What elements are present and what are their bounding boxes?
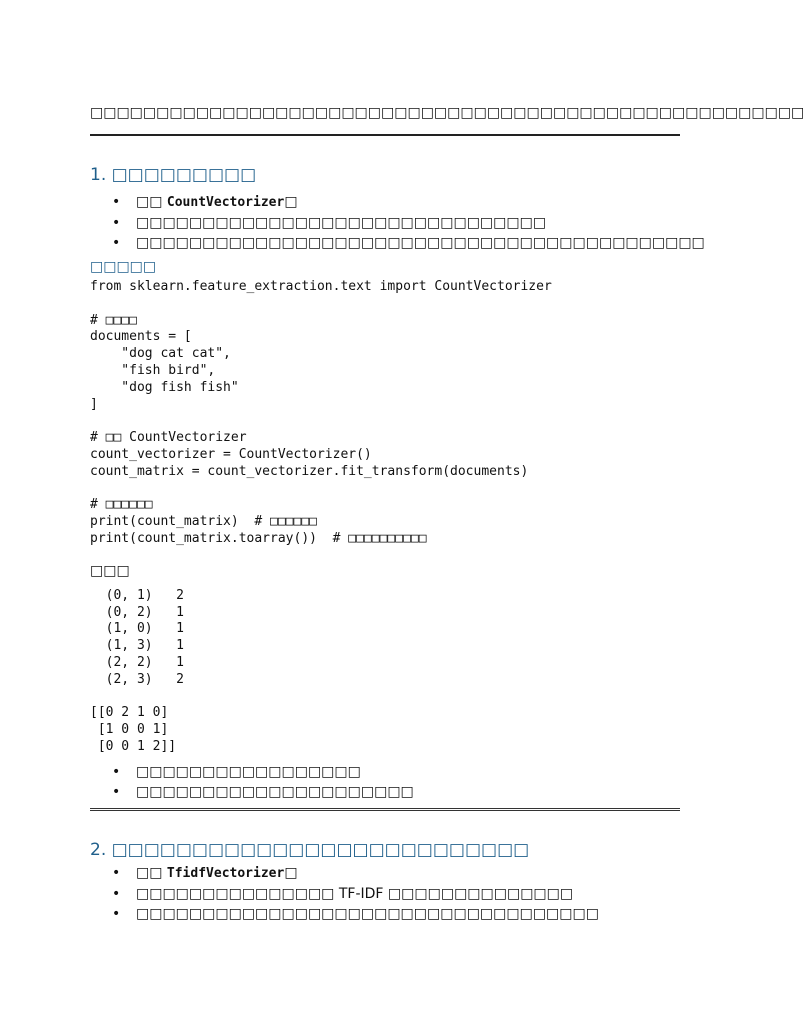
document-content [90,104,804,924]
output-label: □□□ [90,562,130,579]
list-item [90,863,680,884]
section-divider [90,808,680,811]
code-block: from sklearn.feature_extraction.text import CountVectorizer # □□□□ documents = [ "dog cat cat", "fish bird", "dog fish fish" ] # □□ CountVectorizer count_vectorizer = CountVectorizer() count_matrix = count_vectorizer.fit_transform(documents) # □□□□□□ print(count_matrix) # □□□□□□ print(count_matrix.toarray()) # □□□□□□□□□□ [90,279,552,546]
bullet-text: □ [284,864,298,881]
bullet-text: □ [284,194,298,210]
list-item: • □□□□□□□□□□□□□□□□□□□□□□□□□□□□□□□ [90,213,680,233]
section-2-bullets [90,863,680,924]
bullet-text: □□ [136,864,167,881]
bullet-text: □□ [136,194,167,210]
section-divider [90,134,680,136]
section-1-bullets [90,192,705,253]
output-block: (0, 1) 2 (0, 2) 1 (1, 0) 1 (1, 3) 1 (2, 2) 1 (2, 3) 2 [[0 2 1 0] [1 0 0 1] [0 0 1 2]] [90,587,184,754]
intro-paragraph: □□□□□□□□□□□□□□□□□□□□□□□□□□□□□□□□□□□□□□□□□□□□□□□□□□□□□□ [90,105,804,121]
inline-code: TfidfVectorizer [166,865,285,881]
section-1-post-bullets [90,762,680,802]
list-item: • □□□□□□□□□□□□□□□ TF-IDF □□□□□□□□□□□□□□ [90,884,680,904]
section-1-heading: 1. □□□□□□□□□ [90,165,257,185]
list-item: • □□□□□□□□□□□□□□□□□□□□□ [90,782,680,802]
list-item: • □□□□□□□□□□□□□□□□□□□□□□□□□□□□□□□□□□□□□□□□□□□ [90,233,680,253]
section-2-heading: 2. □□□□□□□□□□□□□□□□□□□□□□□□□□ [90,839,530,860]
list-item [90,192,680,213]
example-label: □□□□□ [90,259,157,275]
list-item: • □□□□□□□□□□□□□□□□□□□□□□□□□□□□□□□□□□□ [90,904,680,924]
inline-code: CountVectorizer [166,195,285,210]
list-item: • □□□□□□□□□□□□□□□□□ [90,762,680,782]
